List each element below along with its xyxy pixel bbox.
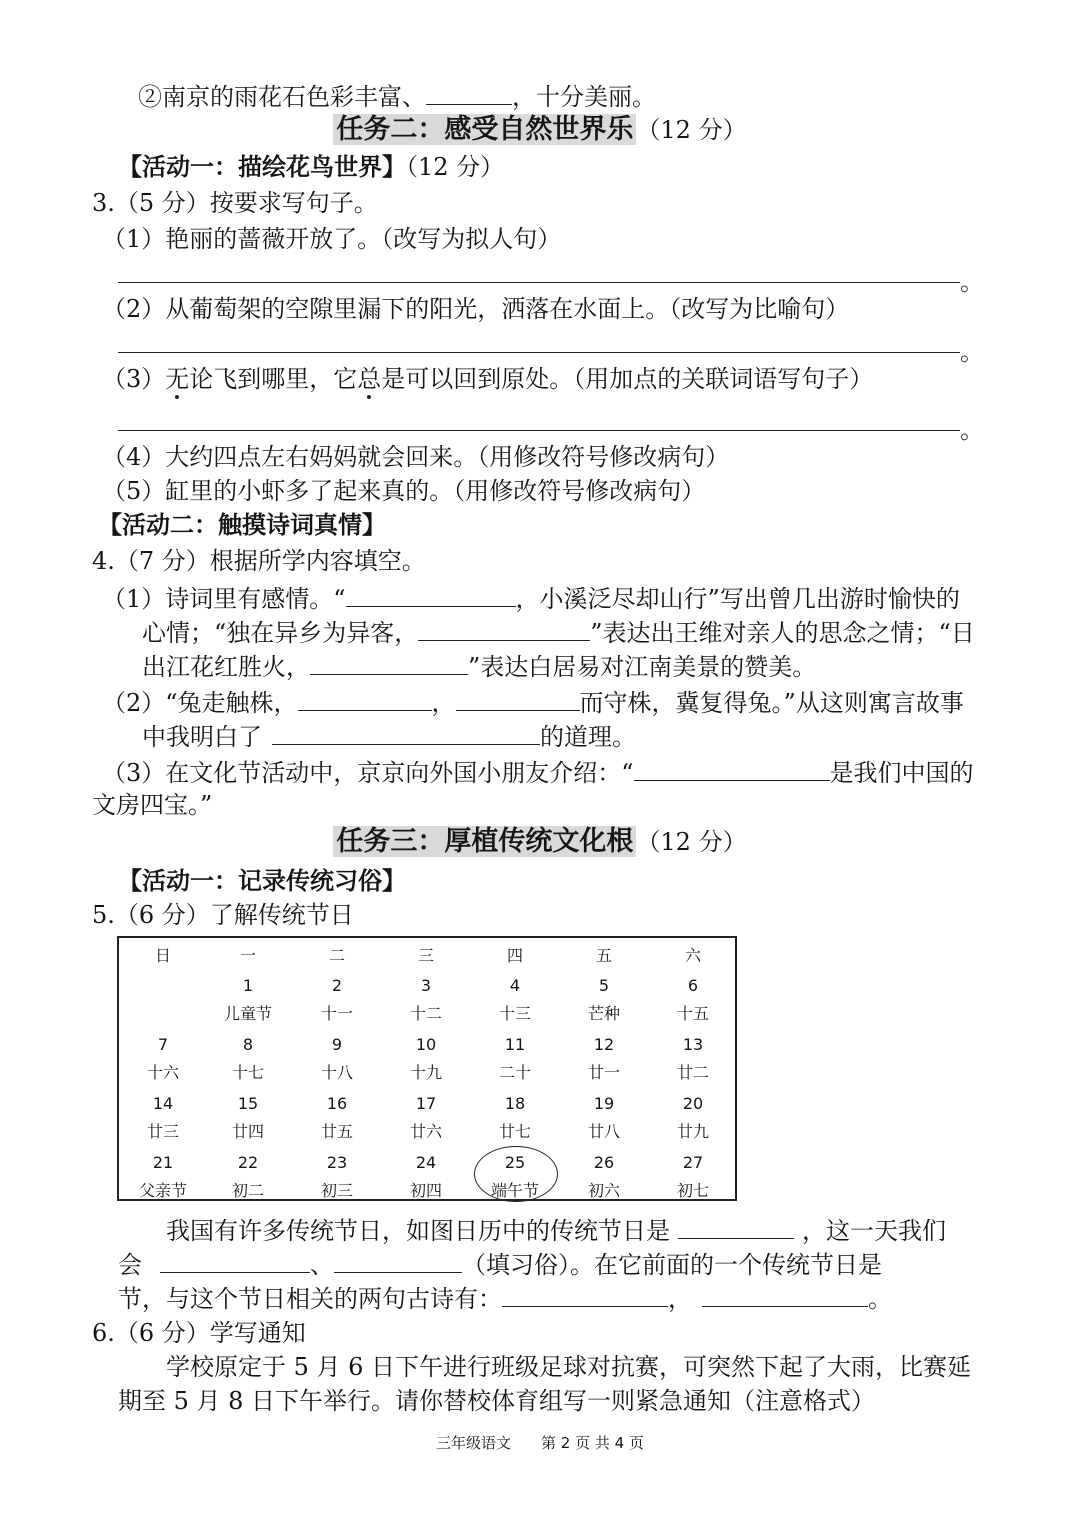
answer-blank[interactable] [678, 1212, 794, 1239]
answer-blank[interactable] [418, 614, 590, 641]
q5-p-line3 [118, 1280, 892, 1316]
calendar-date: 27 [682, 1153, 704, 1172]
q5-head: 5.（6 分）了解传统节日 [92, 901, 354, 929]
q4-text: （1）诗词里有感情。“ [102, 585, 346, 613]
calendar-date: 12 [593, 1035, 615, 1054]
task3-title [0, 822, 1080, 862]
calendar-weekday: 一 [239, 946, 256, 965]
q3-item1: （1）艳丽的蔷薇开放了。（改写为拟人句） [102, 225, 562, 253]
calendar-date: 6 [687, 976, 699, 995]
q3-item3 [102, 362, 873, 396]
activity2-heading [98, 508, 386, 542]
calendar-lunar: 十一 [320, 1004, 353, 1023]
q4-p1-line1 [102, 580, 960, 616]
activity3-heading [118, 864, 406, 898]
task2-points: （12 分） [636, 116, 747, 144]
q5-p-line1 [166, 1212, 946, 1248]
answer-blank[interactable] [634, 754, 830, 781]
q3-item3-a: （3） [102, 365, 166, 393]
calendar-lunar: 廿八 [587, 1122, 620, 1141]
calendar-lunar: 十二 [409, 1004, 442, 1023]
period: 。 [960, 338, 984, 366]
calendar-lunar: 二十 [498, 1063, 531, 1082]
task2-heading: 任务二：感受自然世界乐 [333, 114, 636, 145]
q4-p3-line2: 文房四宝。” [92, 791, 213, 819]
q4-text: ”表达出王维对亲人的思念之情；“日 [590, 619, 975, 647]
q5-text: 、 [310, 1251, 334, 1279]
period: 。 [960, 268, 984, 296]
calendar-date: 15 [237, 1094, 259, 1113]
q5-text: 我国有许多传统节日，如图日历中的传统节日是 [166, 1217, 670, 1245]
calendar-date: 25 [504, 1153, 526, 1172]
activity1-label: 【活动一：描绘花鸟世界】 [118, 153, 406, 181]
q4-p2-line1 [102, 684, 964, 720]
q6-body2: 期至 5 月 8 日下午举行。请你替校体育组写一则紧急通知（注意格式） [118, 1387, 876, 1415]
q5-text: ， [668, 1285, 692, 1313]
q4-text: ，小溪泛尽却山行”写出曾几出游时愉快的 [515, 585, 960, 613]
answer-blank[interactable] [298, 684, 432, 711]
calendar-date: 10 [415, 1035, 437, 1054]
activity2-label: 【活动二：触摸诗词真情】 [98, 511, 386, 539]
answer-line[interactable] [118, 430, 960, 431]
q3-item5: （5）缸里的小虾多了起来真的。（用修改符号修改病句） [102, 477, 706, 505]
calendar-lunar: 初七 [676, 1181, 709, 1200]
calendar-date: 11 [504, 1035, 526, 1054]
q4-p1-line3 [142, 648, 816, 684]
calendar-lunar: 初六 [587, 1181, 620, 1200]
calendar-date: 8 [242, 1035, 254, 1054]
answer-blank[interactable] [160, 1246, 310, 1273]
calendar-date: 4 [509, 976, 521, 995]
calendar-lunar: 廿九 [676, 1122, 709, 1141]
calendar-date: 18 [504, 1094, 526, 1113]
answer-blank[interactable] [334, 1246, 462, 1273]
q4-text: ”表达白居易对江南美景的赞美。 [468, 653, 817, 681]
calendar-lunar: 芒种 [587, 1004, 620, 1023]
answer-blank[interactable] [702, 1280, 868, 1307]
calendar-date: 3 [420, 976, 432, 995]
calendar-date: 19 [593, 1094, 615, 1113]
calendar-lunar: 十九 [409, 1063, 442, 1082]
q4-text: ， [431, 689, 456, 717]
circle-mark [474, 1146, 558, 1202]
calendar-lunar: 廿三 [146, 1122, 179, 1141]
q6-head: 6.（6 分）学写通知 [92, 1319, 306, 1347]
calendar-lunar: 廿四 [231, 1122, 264, 1141]
calendar-lunar: 廿五 [320, 1122, 353, 1141]
q4-text: 中我明白了 [142, 723, 262, 751]
activity1-points: （12 分） [406, 153, 505, 181]
calendar-lunar: 廿七 [498, 1122, 531, 1141]
calendar-lunar: 父亲节 [138, 1181, 187, 1200]
dotted-word: 总 [357, 365, 382, 393]
calendar-date: 21 [152, 1153, 174, 1172]
answer-blank[interactable] [456, 684, 580, 711]
task3-heading: 任务三：厚植传统文化根 [333, 826, 636, 857]
answer-blank[interactable] [346, 580, 516, 607]
q3-item4: （4）大约四点左右妈妈就会回来。（用修改符号修改病句） [102, 443, 730, 471]
calendar-date: 7 [157, 1035, 169, 1054]
calendar-date: 2 [331, 976, 343, 995]
calendar-date: 1 [242, 976, 254, 995]
q3-head: 3.（5 分）按要求写句子。 [92, 189, 378, 217]
calendar-date: 17 [415, 1094, 437, 1113]
answer-line[interactable] [118, 282, 960, 283]
page-footer: 三年级语文 第 2 页 共 4 页 [436, 1434, 644, 1452]
q4-text: 出江花红胜火， [142, 653, 310, 681]
calendar-weekday: 二 [328, 946, 345, 965]
calendar-date: 20 [682, 1094, 704, 1113]
calendar-weekday: 三 [417, 946, 434, 965]
q6-body1: 学校原定于 5 月 6 日下午进行班级足球对抗赛，可突然下起了大雨，比赛延 [166, 1353, 972, 1381]
q2-line [138, 78, 656, 114]
answer-blank[interactable] [426, 78, 512, 105]
calendar-weekday: 五 [595, 946, 612, 965]
q3-item3-b: 论飞到哪里，它 [189, 365, 358, 393]
calendar-date: 9 [331, 1035, 343, 1054]
q5-text: 会 [118, 1251, 142, 1279]
calendar-lunar: 十三 [498, 1004, 531, 1023]
q5-text: ，这一天我们 [802, 1217, 946, 1245]
q3-item3-c: 是可以回到原处。（用加点的关联词语写句子） [381, 365, 874, 393]
calendar-lunar: 廿六 [409, 1122, 442, 1141]
dotted-word: 无 [165, 365, 190, 393]
calendar-date: 16 [326, 1094, 348, 1113]
calendar-lunar: 儿童节 [223, 1004, 272, 1023]
q4-p1-line2 [142, 614, 975, 650]
calendar-lunar: 廿一 [587, 1063, 620, 1082]
task3-points: （12 分） [636, 828, 747, 856]
q2-text-end: ，十分美丽。 [512, 83, 656, 111]
q3-item2: （2）从葡萄架的空隙里漏下的阳光，洒落在水面上。（改写为比喻句） [102, 295, 850, 323]
calendar-weekday: 四 [506, 946, 523, 965]
answer-line[interactable] [118, 352, 960, 353]
calendar-lunar: 端午节 [490, 1181, 539, 1200]
period: 。 [960, 416, 984, 444]
activity3-label: 【活动一：记录传统习俗】 [118, 867, 406, 895]
q4-head: 4.（7 分）根据所学内容填空。 [92, 547, 426, 575]
calendar-date: 14 [152, 1094, 174, 1113]
q4-text: 是我们中国的 [829, 759, 974, 787]
q4-text: 而守株，冀复得兔。”从这则寓言故事 [579, 689, 964, 717]
q4-p3-line1 [102, 754, 974, 790]
q5-text: 。 [868, 1285, 892, 1313]
calendar-date: 5 [598, 976, 610, 995]
q2-text: ②南京的雨花石色彩丰富、 [138, 83, 426, 111]
answer-blank[interactable] [502, 1280, 668, 1307]
calendar-date: 13 [682, 1035, 704, 1054]
calendar-table [117, 936, 737, 1201]
q4-text: （2）“兔走触株， [102, 689, 298, 717]
activity1-heading [118, 150, 504, 184]
q4-p2-line2 [142, 718, 636, 754]
q4-text: 的道理。 [540, 723, 636, 751]
calendar-weekday: 六 [684, 946, 701, 965]
calendar-lunar: 初三 [320, 1181, 353, 1200]
q4-text: （3）在文化节活动中，京京向外国小朋友介绍：“ [102, 759, 634, 787]
answer-blank[interactable] [310, 648, 468, 675]
calendar-date: 26 [593, 1153, 615, 1172]
calendar-lunar: 十八 [320, 1063, 353, 1082]
calendar-weekday: 日 [154, 946, 171, 965]
calendar-lunar: 廿二 [676, 1063, 709, 1082]
calendar-lunar: 初四 [409, 1181, 442, 1200]
q4-text: 心情；“独在异乡为异客， [142, 619, 419, 647]
calendar-date: 24 [415, 1153, 437, 1172]
q5-text: 节，与这个节日相关的两句古诗有： [118, 1285, 502, 1313]
calendar-date: 23 [326, 1153, 348, 1172]
calendar-date: 22 [237, 1153, 259, 1172]
calendar-lunar: 十六 [146, 1063, 179, 1082]
calendar-lunar: 初二 [231, 1181, 264, 1200]
answer-blank[interactable] [272, 718, 540, 745]
calendar-lunar: 十五 [676, 1004, 709, 1023]
calendar-lunar: 十七 [231, 1063, 264, 1082]
q5-p-line2 [118, 1246, 882, 1282]
q5-text: （填习俗）。在它前面的一个传统节日是 [462, 1251, 882, 1279]
task2-title [0, 110, 1080, 150]
